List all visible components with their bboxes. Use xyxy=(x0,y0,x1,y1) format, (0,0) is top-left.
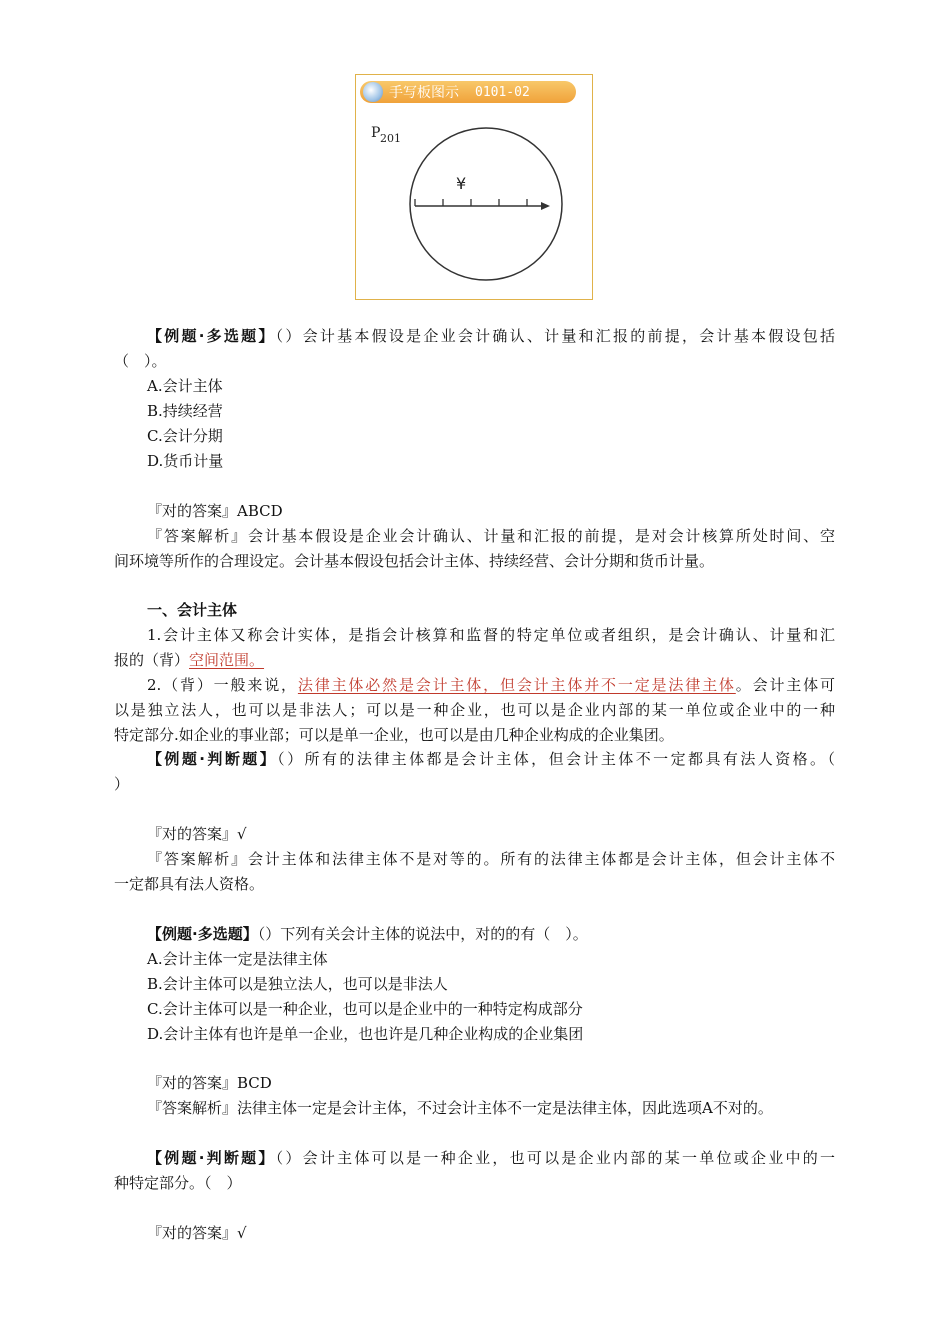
q1-stem-line-1 xyxy=(147,326,835,346)
handwriting-figure xyxy=(355,74,593,300)
p2-text-post: 。会计主体可 xyxy=(735,676,835,694)
q1-option-d: D.货币计量 xyxy=(147,452,224,470)
figure-banner-code: 0101-02 xyxy=(475,84,530,100)
q3-stem xyxy=(147,924,588,944)
yen-icon: ¥ xyxy=(456,174,467,193)
paragraph-1-line-1: 1.会计主体又称会计实体，是指会计核算和监督的特定单位或者组织，是会计确认、计量和汇 xyxy=(147,626,835,644)
paragraph-1-line-2 xyxy=(114,650,264,670)
q2-tag: 【例题·判断题】 xyxy=(147,750,278,768)
page-mark-sub: 201 xyxy=(380,132,401,145)
paragraph-2-line-2: 以是独立法人，也可以是非法人；可以是一种企业，也可以是企业内部的某一单位或企业中的一种 xyxy=(114,701,835,719)
q2-explanation-line-1: 『答案解析』会计主体和法律主体不是对等的。所有的法律主体都是会计主体，但会计主体不 xyxy=(147,850,835,868)
q2-answer: 『对的答案』√ xyxy=(147,825,247,843)
q2-stem-line-2: ） xyxy=(114,775,130,793)
q4-answer: 『对的答案』√ xyxy=(147,1224,247,1242)
q1-tag: 【例题·多选题】 xyxy=(147,327,276,345)
q3-answer: 『对的答案』BCD xyxy=(147,1074,272,1092)
q1-option-a: A.会计主体 xyxy=(147,377,223,395)
q4-tag: 【例题·判断题】 xyxy=(147,1149,276,1167)
q4-stem-a: （）会计主体可以是一种企业，也可以是企业内部的某一单位或企业中的一 xyxy=(275,1149,835,1167)
q3-option-d: D.会计主体有也许是单一企业，也也许是几种企业构成的企业集团 xyxy=(147,1025,584,1043)
paragraph-2-line-3: 特定部分.如企业的事业部；可以是单一企业，也可以是由几种企业构成的企业集团。 xyxy=(114,726,674,744)
p2-text-pre: 2.（背）一般来说， xyxy=(147,676,298,694)
q3-option-a: A.会计主体一定是法律主体 xyxy=(147,950,328,968)
page-mark: P xyxy=(371,125,381,141)
p2-highlight: 法律主体必然是会计主体，但会计主体并不一定是法律主体 xyxy=(297,676,736,694)
arrow-right-icon xyxy=(541,202,550,210)
q2-stem-a: （）所有的法律主体都是会计主体，但会计主体不一定都具有法人资格。（ xyxy=(277,750,835,768)
q4-stem-line-2: 种特定部分。（ ） xyxy=(114,1174,242,1192)
q3-explanation: 『答案解析』法律主体一定是会计主体，不过会计主体不一定是法律主体，因此选项A不对的。 xyxy=(147,1099,773,1117)
q3-tag: 【例题·多选题】 xyxy=(147,925,258,943)
q3-option-c: C.会计主体可以是一种企业，也可以是企业中的一种特定构成部分 xyxy=(147,1000,583,1018)
q1-explanation-line-2: 间环境等所作的合理设定。会计基本假设包括会计主体、持续经营、会计分期和货币计量。 xyxy=(114,552,715,570)
q4-stem-line-1 xyxy=(147,1148,835,1168)
q1-answer: 『对的答案』ABCD xyxy=(147,502,283,520)
q3-stem-text: （）下列有关会计主体的说法中，对的的有（ ）。 xyxy=(257,925,588,943)
p1-text: 报的（背） xyxy=(114,651,190,669)
q1-explanation-line-1: 『答案解析』会计基本假设是企业会计确认、计量和汇报的前提，是对会计核算所处时间、空 xyxy=(147,527,835,545)
q2-stem-line-1 xyxy=(147,749,835,769)
figure-drawing xyxy=(356,75,594,301)
circle-shape xyxy=(410,128,562,280)
q1-stem-line-2: （ ）。 xyxy=(114,352,167,370)
q2-explanation-line-2: 一定都具有法人资格。 xyxy=(114,875,265,893)
figure-banner-title: 手写板图示 xyxy=(389,85,459,101)
section-heading: 一、会计主体 xyxy=(147,601,238,619)
q1-option-c: C.会计分期 xyxy=(147,427,223,445)
q3-option-b: B.会计主体可以是独立法人，也可以是非法人 xyxy=(147,975,448,993)
q1-option-b: B.持续经营 xyxy=(147,402,223,420)
paragraph-2-line-1 xyxy=(147,675,835,695)
q1-stem-a: （）会计基本假设是企业会计确认、计量和汇报的前提，会计基本假设包括 xyxy=(275,327,835,345)
p1-highlight: 空间范围。 xyxy=(189,651,265,669)
